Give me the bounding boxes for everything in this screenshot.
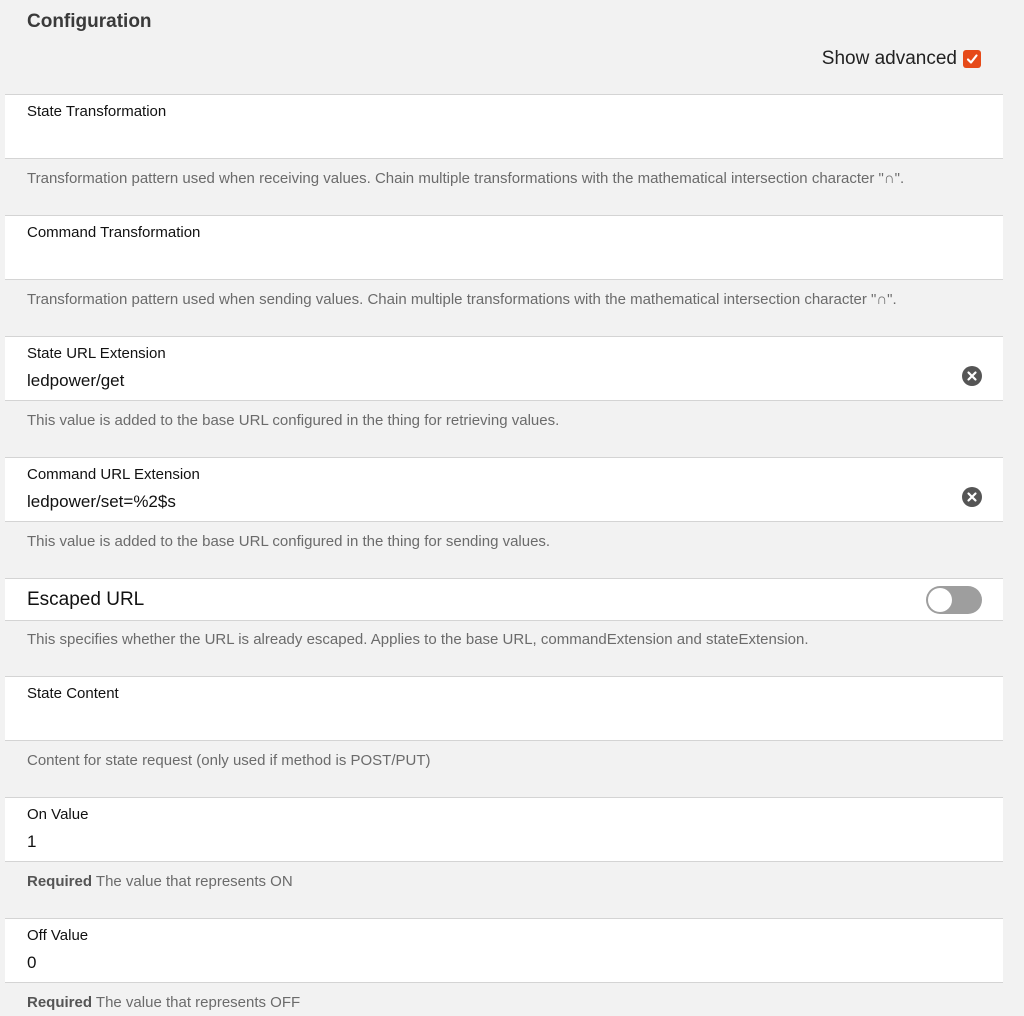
show-advanced-label: Show advanced xyxy=(821,48,957,69)
show-advanced-checkbox[interactable] xyxy=(963,50,981,68)
on-value-description xyxy=(27,873,293,890)
state-url-extension-field xyxy=(5,336,1003,401)
state-content-field xyxy=(5,676,1003,741)
command-transformation-label: Command Transformation xyxy=(27,224,201,241)
on-value-field xyxy=(5,797,1003,862)
command-url-extension-input[interactable] xyxy=(27,490,927,514)
state-url-extension-description: This value is added to the base URL configured in the thing for retrieving values. xyxy=(27,412,560,429)
command-url-extension-field xyxy=(5,457,1003,522)
state-transformation-label: State Transformation xyxy=(27,103,167,120)
on-value-label: On Value xyxy=(27,806,89,823)
command-transformation-field xyxy=(5,215,1003,280)
on-value-hint: The value that represents ON xyxy=(95,873,293,890)
state-url-extension-input[interactable] xyxy=(27,369,927,393)
page-title: Configuration xyxy=(27,11,152,32)
off-value-input[interactable] xyxy=(27,951,927,975)
command-transformation-description: Transformation pattern used when sending values. Chain multiple transformations with the mathematical intersection character "∩". xyxy=(27,291,897,308)
state-content-description: Content for state request (only used if method is POST/PUT) xyxy=(27,752,431,769)
state-content-label: State Content xyxy=(27,685,119,702)
off-value-field xyxy=(5,918,1003,983)
on-value-input[interactable] xyxy=(27,830,927,854)
state-transformation-description: Transformation pattern used when receiving values. Chain multiple transformations with the mathematical intersection character "∩". xyxy=(27,170,905,187)
off-value-hint: The value that represents OFF xyxy=(95,994,301,1011)
escaped-url-description: This specifies whether the URL is already escaped. Applies to the base URL, commandExtension and stateExtension. xyxy=(27,631,809,648)
command-url-extension-description: This value is added to the base URL configured in the thing for sending values. xyxy=(27,533,551,550)
escaped-url-row xyxy=(5,578,1003,621)
checkmark-icon xyxy=(965,52,979,66)
command-transformation-input[interactable] xyxy=(27,248,927,272)
escaped-url-toggle[interactable] xyxy=(926,586,982,614)
command-url-extension-label: Command URL Extension xyxy=(27,466,200,483)
state-url-extension-label: State URL Extension xyxy=(27,345,166,362)
state-content-input[interactable] xyxy=(27,709,927,733)
escaped-url-label: Escaped URL xyxy=(27,589,145,610)
off-value-description xyxy=(27,994,300,1011)
required-label: Required xyxy=(27,994,93,1011)
show-advanced-control[interactable] xyxy=(822,48,981,70)
off-value-label: Off Value xyxy=(27,927,89,944)
clear-circle-icon[interactable] xyxy=(962,366,982,386)
state-transformation-input[interactable] xyxy=(27,127,927,151)
clear-circle-icon[interactable] xyxy=(962,487,982,507)
state-transformation-field xyxy=(5,94,1003,159)
required-label: Required xyxy=(27,873,93,890)
toggle-knob xyxy=(928,588,952,612)
